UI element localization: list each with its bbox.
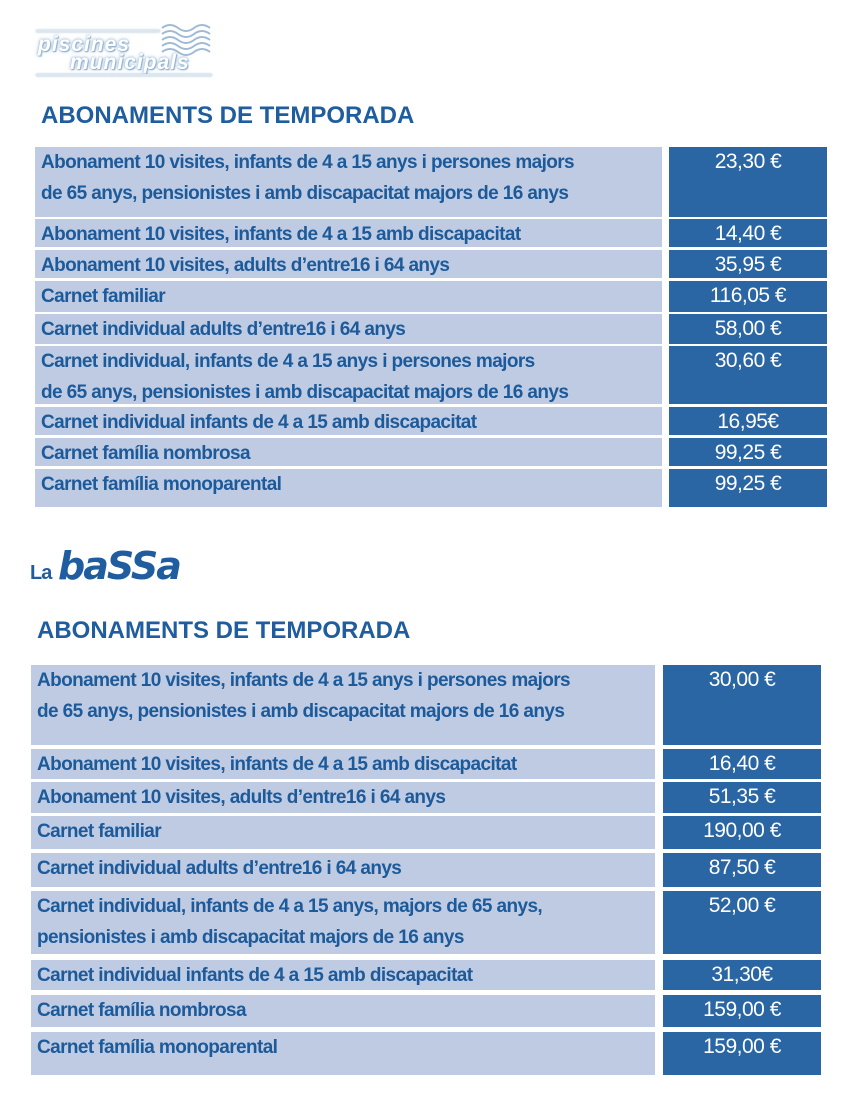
row-label-line: Carnet familiar (37, 821, 162, 842)
row-label-line: Abonament 10 visites, adults d’entre16 i 64 anys (37, 787, 446, 808)
row-price: 87,50 € (663, 853, 821, 887)
row-label-line: Abonament 10 visites, infants de 4 a 15 amb discapacitat (37, 754, 517, 775)
row-label (31, 891, 655, 954)
row-label-line: Carnet individual, infants de 4 a 15 anys i persones majors (41, 351, 535, 372)
row-price: 30,00 € (663, 665, 821, 745)
row-label (31, 665, 655, 745)
row-label (31, 816, 655, 849)
row-label (31, 853, 655, 887)
row-price: 159,00 € (663, 1032, 821, 1075)
row-label (31, 782, 655, 813)
row-price: 16,40 € (663, 749, 821, 779)
row-price: 58,00 € (669, 314, 827, 344)
row-label-line: Carnet família nombrosa (37, 1000, 246, 1021)
row-label-line: Carnet individual adults d’entre16 i 64 anys (41, 319, 406, 340)
row-label-line: Carnet individual, infants de 4 a 15 anys, majors de 65 anys, (37, 896, 543, 917)
row-label-line: de 65 anys, pensionistes i amb discapacitat majors de 16 anys (37, 701, 565, 722)
row-label-line: Carnet individual infants de 4 a 15 amb discapacitat (37, 965, 473, 986)
row-label-line: Carnet família monoparental (37, 1037, 278, 1058)
row-label-line: Carnet individual infants de 4 a 15 amb discapacitat (41, 412, 477, 433)
row-label (35, 219, 662, 247)
row-label (35, 250, 662, 278)
row-label-line: Abonament 10 visites, adults d’entre16 i 64 anys (41, 255, 450, 276)
row-label (35, 346, 662, 404)
row-price: 31,30€ (663, 960, 821, 990)
row-label-line: Abonament 10 visites, infants de 4 a 15 anys i persones majors (41, 152, 575, 173)
row-label (31, 960, 655, 990)
row-price: 35,95 € (669, 250, 827, 278)
row-label (35, 438, 662, 466)
section-title-la-bassa: ABONAMENTS DE TEMPORADA (37, 617, 411, 644)
row-price: 16,95€ (669, 407, 827, 435)
row-label (31, 1032, 655, 1075)
logo-text-piscines: piscines (38, 33, 131, 56)
row-label-line: Abonament 10 visites, infants de 4 a 15 anys i persones majors (37, 670, 571, 691)
row-price: 14,40 € (669, 219, 827, 247)
row-label-line: Carnet familiar (41, 286, 166, 307)
row-price: 159,00 € (663, 995, 821, 1027)
row-label-line: Abonament 10 visites, infants de 4 a 15 amb discapacitat (41, 224, 521, 245)
section-title-piscines: ABONAMENTS DE TEMPORADA (41, 102, 415, 129)
row-price: 30,60 € (669, 346, 827, 404)
row-price: 190,00 € (663, 816, 821, 849)
row-label-line: Carnet individual adults d’entre16 i 64 anys (37, 858, 402, 879)
row-label-line: de 65 anys, pensionistes i amb discapacitat majors de 16 anys (41, 183, 569, 204)
logo-rule-top (36, 30, 160, 32)
logo-text-la: La (30, 562, 52, 584)
row-price: 23,30 € (669, 147, 827, 217)
row-label-line: de 65 anys, pensionistes i amb discapacitat majors de 16 anys (41, 382, 569, 403)
row-price: 116,05 € (669, 281, 827, 312)
row-price: 52,00 € (663, 891, 821, 954)
piscines-municipals-logo (36, 22, 216, 80)
logo-rule-bottom (36, 74, 212, 76)
row-price: 99,25 € (669, 438, 827, 466)
row-label-line: Carnet família nombrosa (41, 443, 250, 464)
row-label (35, 281, 662, 312)
row-label (31, 995, 655, 1027)
row-label-line: pensionistes i amb discapacitat majors de 16 anys (37, 927, 464, 948)
row-label (35, 469, 662, 507)
row-label (31, 749, 655, 779)
row-label-line: Carnet família monoparental (41, 474, 282, 495)
logo-text-municipals: municipals (70, 51, 190, 74)
row-price: 99,25 € (669, 469, 827, 507)
waves-icon (160, 22, 216, 58)
row-price: 51,35 € (663, 782, 821, 813)
logo-text-bassa: baSSa (58, 544, 180, 588)
row-label (35, 407, 662, 435)
row-label (35, 314, 662, 344)
row-label (35, 147, 662, 217)
